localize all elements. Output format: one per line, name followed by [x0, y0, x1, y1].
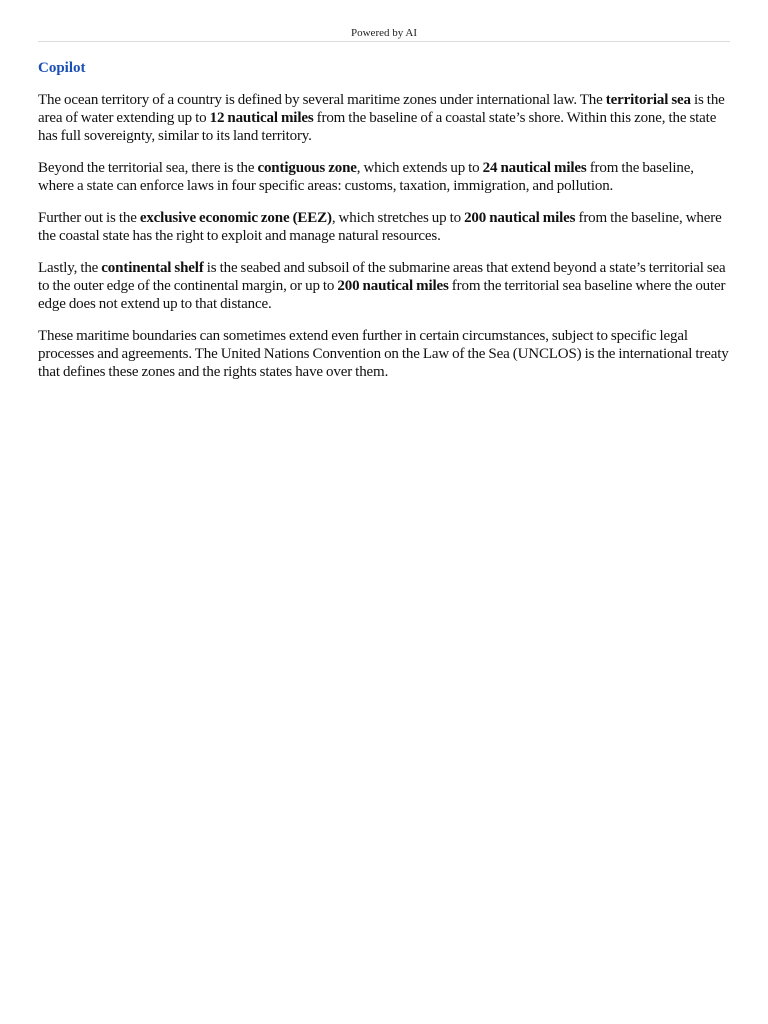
paragraph — [38, 259, 730, 313]
paragraph — [38, 209, 730, 245]
bold-term: territorial sea — [605, 92, 691, 108]
text-run: from the baseline, where the coastal state has the right to exploit and manage natural resources. — [38, 210, 722, 244]
response-title: Copilot — [38, 60, 86, 76]
powered-by-label: Powered by AI — [351, 27, 417, 39]
page-header — [38, 27, 730, 42]
paragraph — [38, 327, 730, 381]
paragraph — [38, 91, 730, 145]
response-body — [38, 91, 730, 381]
text-run: The ocean territory of a country is defined by several maritime zones under international law. The — [38, 92, 606, 108]
text-run: from the baseline of a coastal state’s shore. Within this zone, the state has full sovereignty, similar to its land territory. — [38, 110, 717, 144]
bold-term: exclusive economic zone (EEZ) — [139, 210, 332, 226]
document-page — [38, 0, 730, 395]
text-run: Beyond the territorial sea, there is the — [38, 160, 258, 176]
text-run: is the seabed and subsoil of the submarine areas that extend beyond a state’s territorial sea to the outer edge of the continental margin, or up to — [38, 260, 726, 294]
text-run: from the territorial sea baseline where the outer edge does not extend up to that distance. — [38, 278, 726, 312]
paragraph — [38, 159, 730, 195]
bold-term: 12 nautical miles — [209, 110, 314, 126]
bold-term: 200 nautical miles — [337, 278, 449, 294]
bold-term: 200 nautical miles — [464, 210, 576, 226]
text-run: from the baseline, where a state can enforce laws in four specific areas: customs, taxation, immigration, and pollution. — [38, 160, 694, 194]
bold-term: 24 nautical miles — [482, 160, 587, 176]
text-run: Lastly, the — [38, 260, 102, 276]
bold-term: contiguous zone — [257, 160, 357, 176]
text-run: Further out is the — [38, 210, 140, 226]
text-run: is the area of water extending up to — [38, 92, 725, 126]
bold-term: continental shelf — [101, 260, 204, 276]
text-run: , which extends up to — [356, 160, 483, 176]
text-run: These maritime boundaries can sometimes extend even further in certain circumstances, subject to specific legal processes and agreements. The United Nations Convention on the Law of the Sea (UNCLOS) is the international treaty that defines these zones and the rights states have over them. — [38, 328, 729, 380]
text-run: , which stretches up to — [331, 210, 465, 226]
